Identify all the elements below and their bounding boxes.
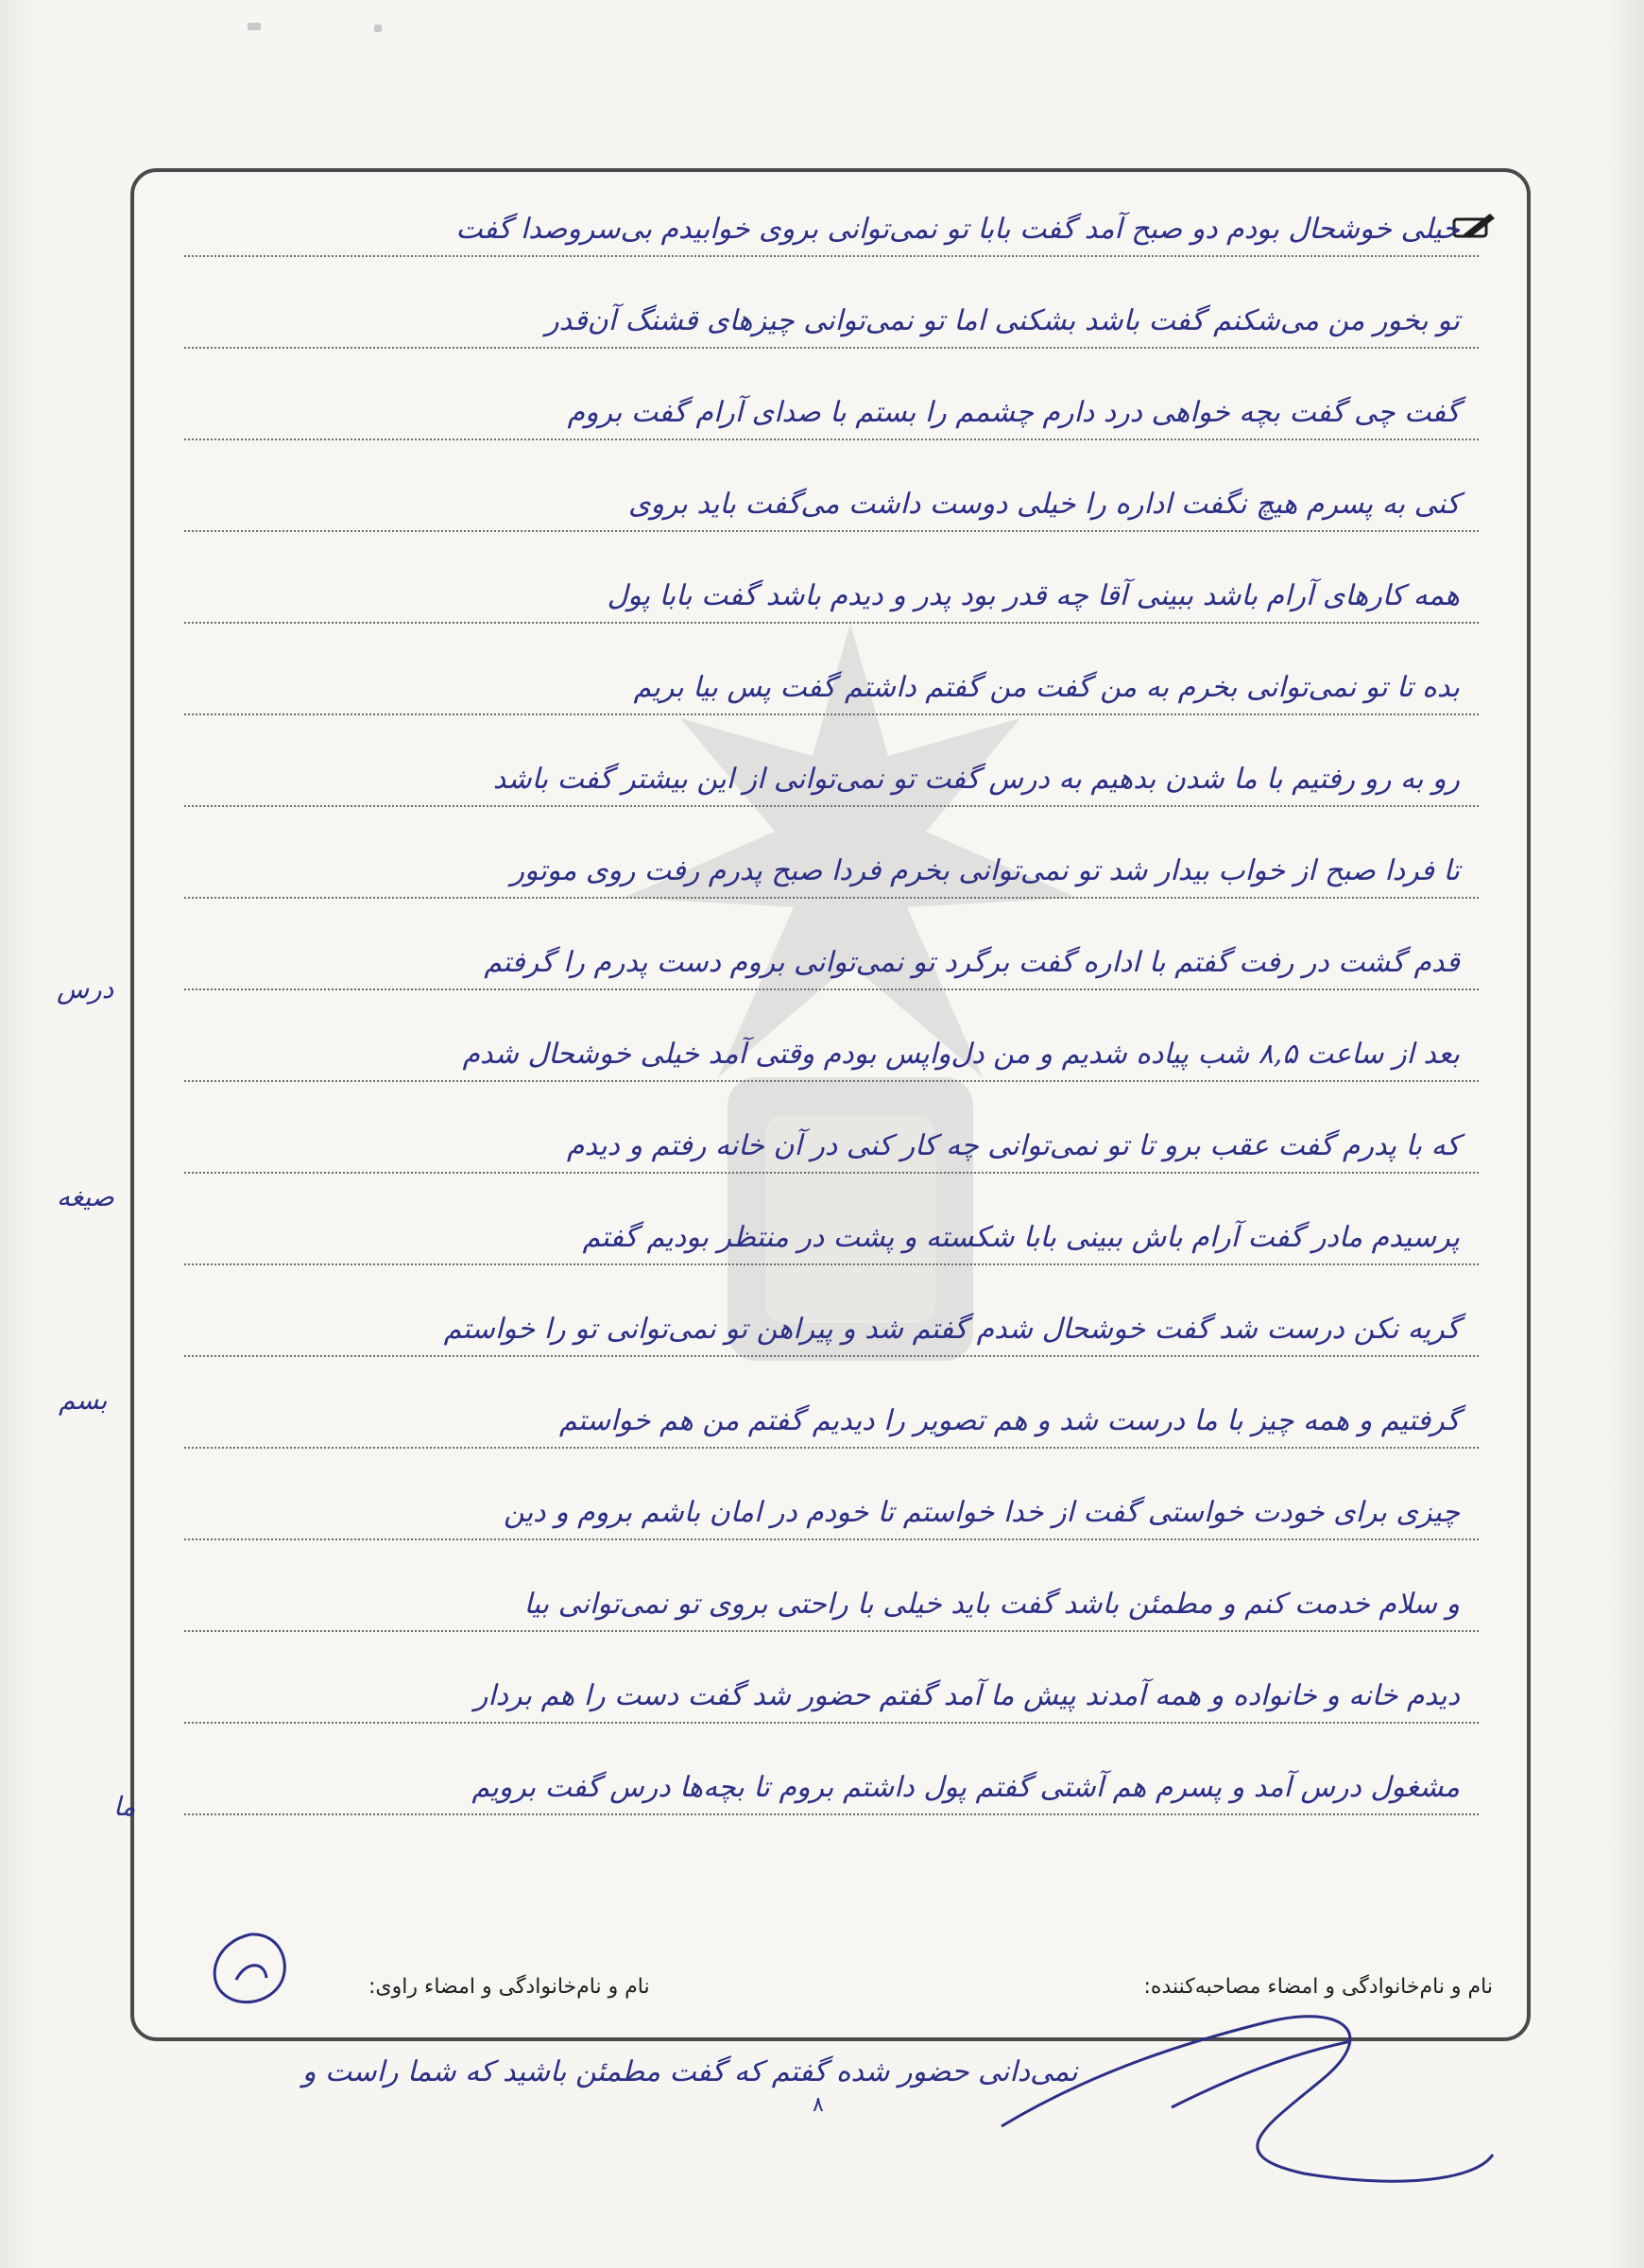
handwritten-text: تو بخور من می‌شکنم گفت باشد بشکنی اما تو نمی‌توانی چیزهای قشنگ آن‌قدر (545, 304, 1460, 337)
writing-line (184, 1472, 1479, 1540)
writing-line (184, 739, 1479, 807)
writing-line (184, 1656, 1479, 1724)
writing-line (184, 1747, 1479, 1815)
handwritten-text: گفت چی گفت بچه خواهی درد دارم چشمم را بستم با صدای آرام گفت بروم (567, 396, 1460, 429)
handwritten-text: تا فردا صبح از خواب بیدار شد تو نمی‌توانی بخرم فردا صبح پدرم رفت روی موتور (510, 854, 1460, 887)
handwritten-text: همه کارهای آرام باشد ببینی آقا چه قدر بود پدر و دیدم باشد گفت بابا پول (607, 579, 1460, 612)
handwritten-text: رو به رو رفتیم با ما شدن بدهیم به درس گفت تو نمی‌توانی از این بیشتر گفت باشد (492, 763, 1460, 796)
writing-line (184, 1381, 1479, 1449)
handwritten-text: بعد از ساعت ۸,۵ شب پیاده شدیم و من دل‌واپس بودم وقتی آمد خیلی خوشحال شدم (462, 1038, 1460, 1071)
writing-line (184, 1197, 1479, 1265)
binder-mark (374, 25, 382, 32)
handwritten-text: کنی به پسرم هیچ نگفت اداره را خیلی دوست داشت می‌گفت باید بروی (627, 488, 1460, 521)
handwritten-text: خیلی خوشحال بودم دو صبح آمد گفت بابا تو نمی‌توانی بروی خوابیدم بی‌سروصدا گفت (455, 213, 1460, 246)
writing-line (184, 1014, 1479, 1082)
handwritten-text: گریه نکن درست شد گفت خوشحال شدم گفتم شد و پیراهن تو نمی‌توانی تو را خواستم (443, 1313, 1460, 1346)
handwritten-text: قدم گشت در رفت گفتم با اداره گفت برگرد تو نمی‌توانی بروم دست پدرم را گرفتم (484, 946, 1460, 979)
margin-note: بسم (59, 1384, 108, 1416)
handwritten-text: و سلام خدمت کنم و مطمئن باشد گفت باید خیلی با راحتی بروی تو نمی‌توانی بیا (523, 1588, 1460, 1621)
writing-line (184, 372, 1479, 440)
margin-note: ما (113, 1791, 136, 1822)
handwritten-text: گرفتیم و همه چیز با ما درست شد و هم تصویر را دیدیم گفتم من هم خواستم (558, 1404, 1460, 1437)
writing-line (184, 922, 1479, 990)
handwritten-text: چیزی برای خودت خواستی گفت از خدا خواستم تا خودم در امان باشم بروم و دین (504, 1496, 1460, 1529)
interviewer-signature-label: نام و نام‌خانوادگی و امضاء مصاحبه‌کننده: (1143, 1975, 1493, 1999)
bottom-handwritten-note: نمی‌دانی حضور شده گفتم که گفت مطمئن باشید که شما راست و (302, 2055, 1078, 2088)
writing-line (184, 1289, 1479, 1357)
handwritten-text: که با پدرم گفت عقب برو تا تو نمی‌توانی چه کار کنی در آن خانه رفتم و دیدم (566, 1129, 1460, 1162)
narrator-signature-label: نام و نام‌خانوادگی و امضاء راوی: (368, 1975, 650, 1999)
writing-line (184, 831, 1479, 899)
initials-mark (198, 1923, 302, 2027)
margin-note: درس (57, 973, 114, 1005)
writing-line (184, 556, 1479, 624)
binder-mark (248, 23, 261, 30)
writing-line (184, 1564, 1479, 1632)
margin-note: صیغه (57, 1181, 114, 1212)
writing-line (184, 464, 1479, 532)
handwritten-text: بده تا تو نمی‌توانی بخرم به من گفت من گفتم داشتم گفت پس بیا بریم (633, 671, 1460, 704)
writing-line (184, 647, 1479, 715)
handwritten-text: مشغول درس آمد و پسرم هم آشتی گفتم پول داشتم بروم تا بچه‌ها درس گفت برویم (471, 1771, 1460, 1804)
handwritten-text: پرسیدم مادر گفت آرام باش ببینی بابا شکسته و پشت در منتظر بودیم گفتم (582, 1221, 1460, 1254)
writing-line (184, 1106, 1479, 1174)
handwritten-text: دیدم خانه و خانواده و همه آمدند پیش ما آمد گفتم حضور شد گفت دست را هم بردار (473, 1679, 1460, 1712)
writing-line (184, 189, 1479, 257)
page-number: ۸ (813, 2093, 824, 2117)
writing-line (184, 281, 1479, 349)
